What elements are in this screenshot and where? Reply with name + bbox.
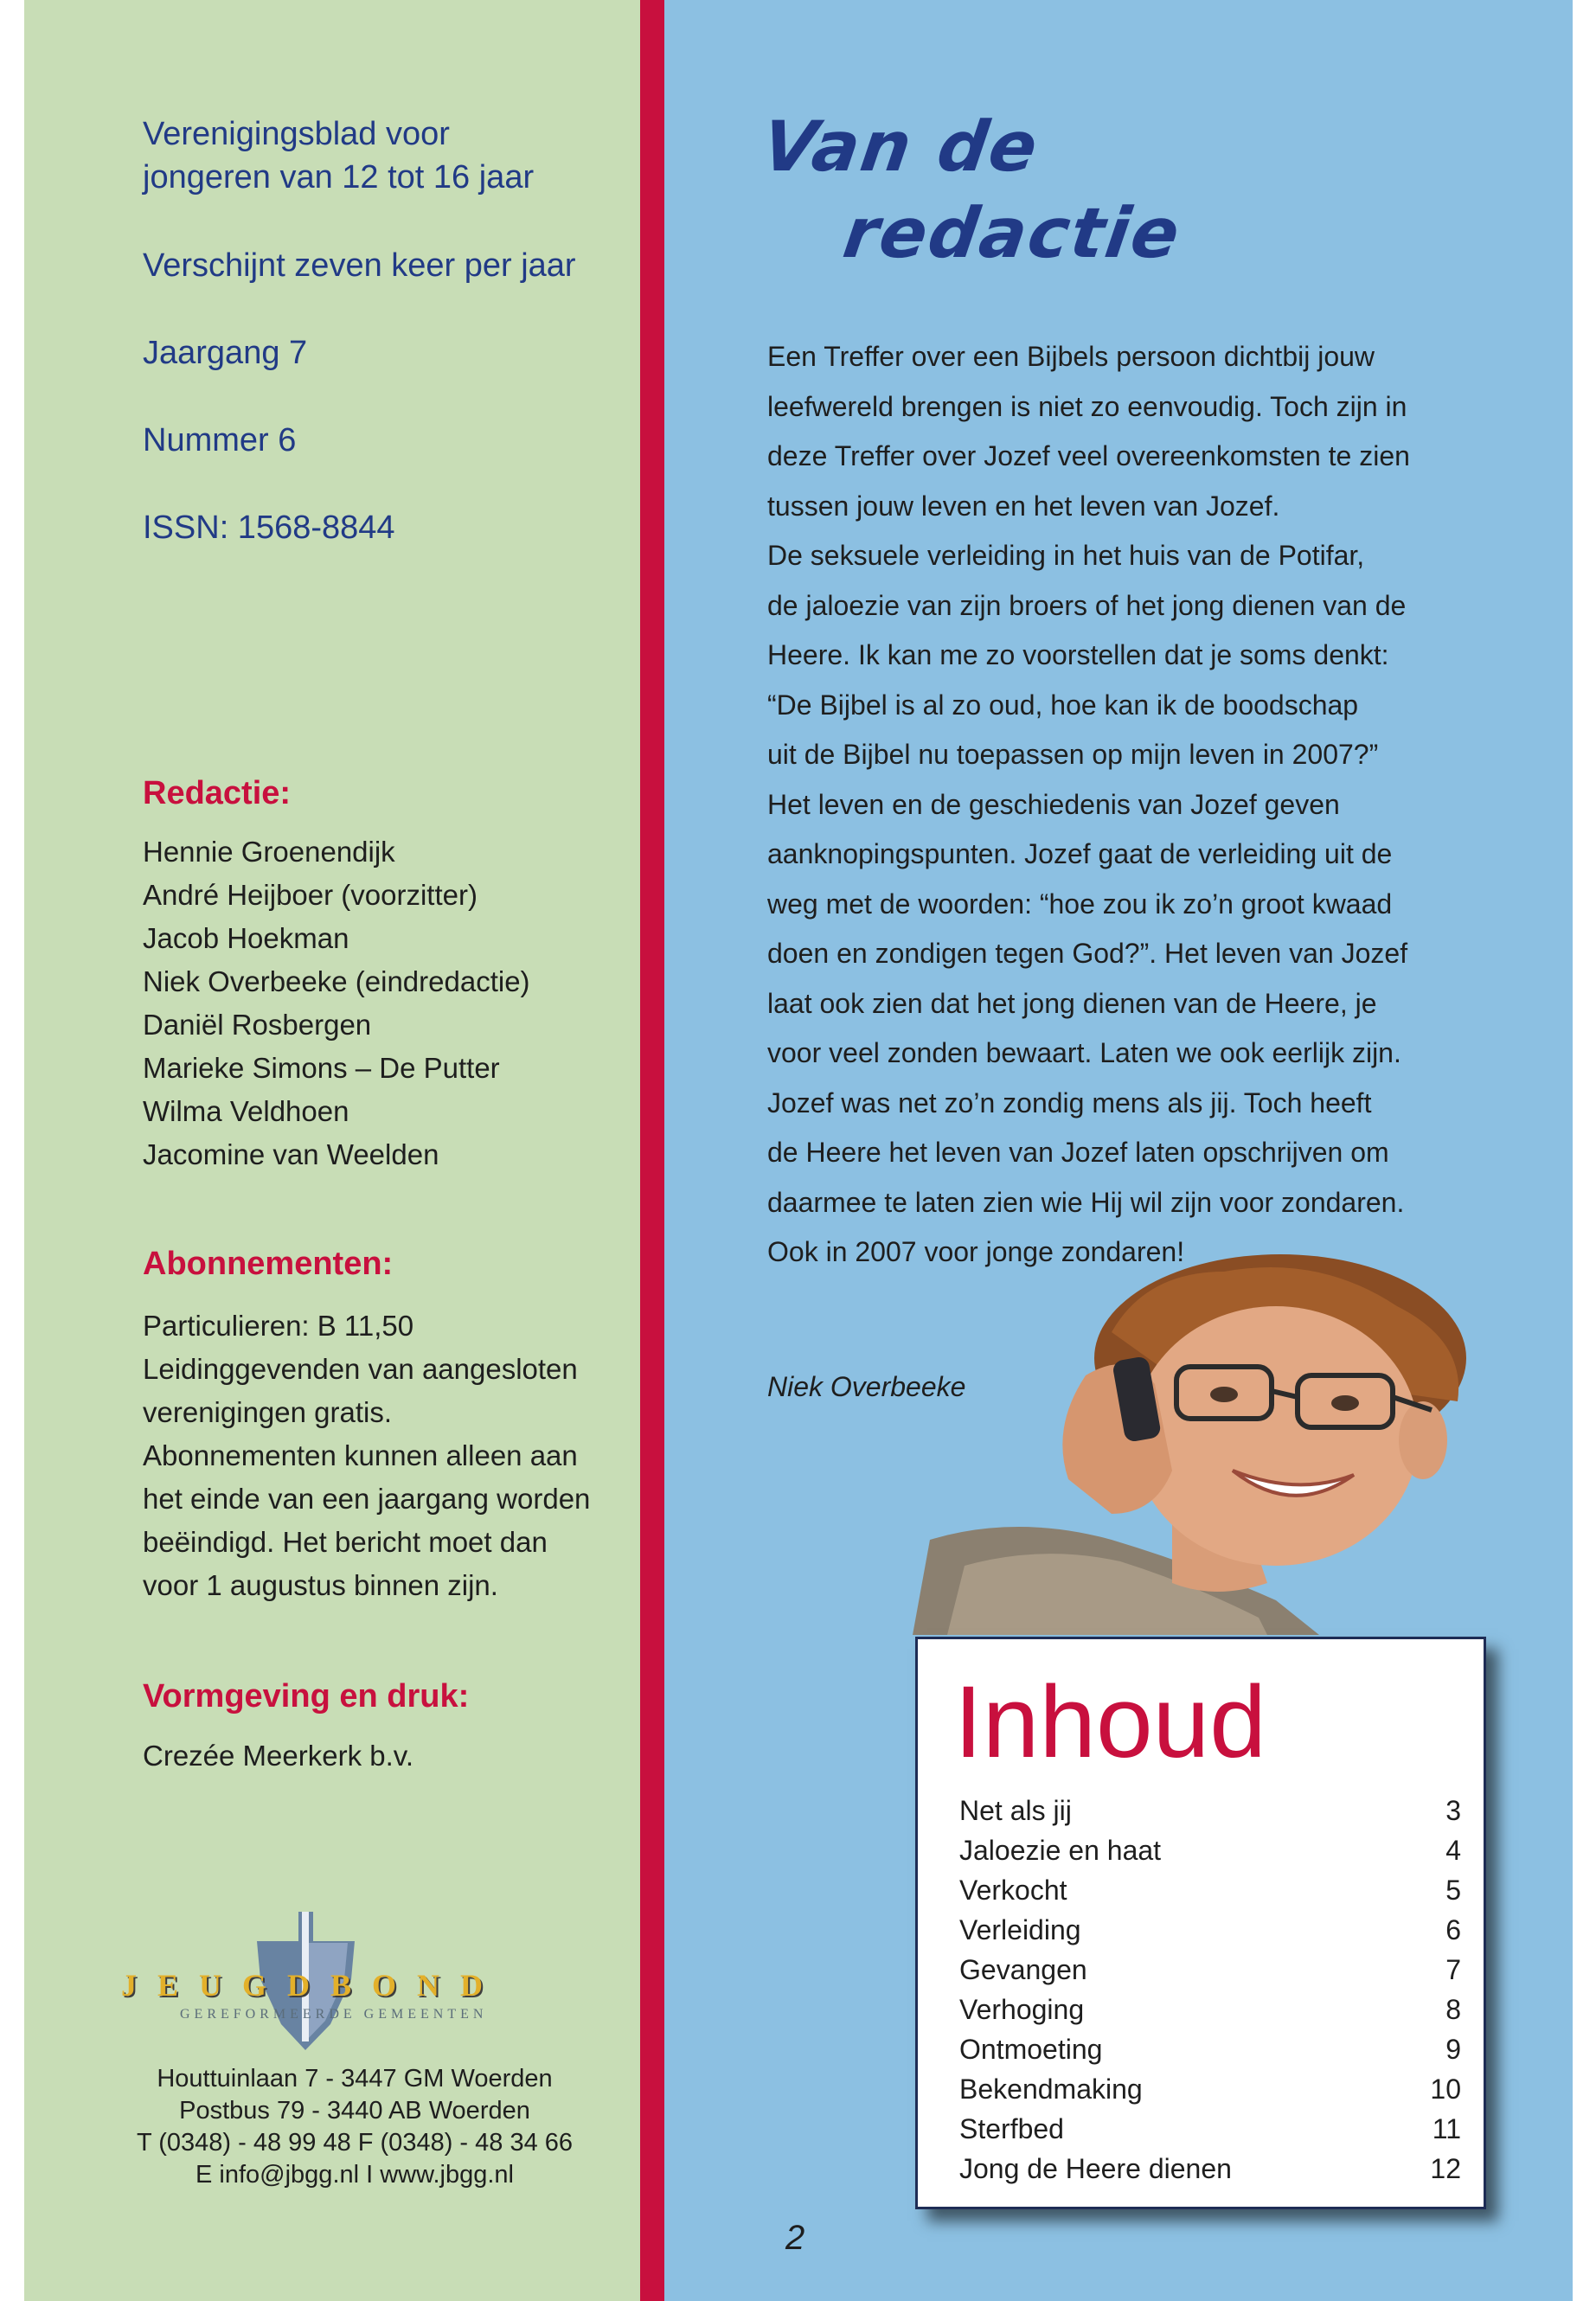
page-number: 2: [785, 2219, 805, 2257]
toc-item-label: Gevangen: [959, 1954, 1087, 1985]
toc-item[interactable]: [959, 1791, 1461, 1830]
colophon-description: [143, 112, 534, 199]
editorial-line: aanknopingspunten. Jozef gaat de verleiding uit de: [767, 838, 1393, 869]
toc-item[interactable]: [959, 2069, 1461, 2109]
toc-item[interactable]: [959, 1870, 1461, 1910]
toc-item-label: Verleiding: [959, 1914, 1081, 1945]
toc-item-page: 5: [1445, 1875, 1461, 1906]
editorial-line: voor veel zonden bewaart. Laten we ook eerlijk zijn.: [767, 1037, 1401, 1068]
toc-item-label: Jong de Heere dienen: [959, 2153, 1232, 2184]
subscription-line: Leidinggevenden van aangesloten: [143, 1353, 578, 1385]
colophon-frequency: Verschijnt zeven keer per jaar: [143, 247, 576, 284]
toc-item-page: 3: [1445, 1795, 1461, 1826]
toc-item-page: 4: [1445, 1835, 1461, 1866]
red-divider: [640, 0, 664, 2301]
toc-item[interactable]: [959, 2149, 1461, 2189]
address-postbox: Postbus 79 - 3440 AB Woerden: [179, 2097, 530, 2125]
toc-item[interactable]: [959, 2029, 1461, 2069]
colophon-issn: ISSN: 1568-8844: [143, 510, 395, 546]
editor-name: Hennie Groenendijk: [143, 836, 395, 868]
editorial-line: doen en zondigen tegen God?”. Het leven van Jozef: [767, 938, 1408, 969]
editor-name: Marieke Simons – De Putter: [143, 1052, 500, 1084]
subscription-line: beëindigd. Het bericht moet dan: [143, 1526, 548, 1558]
editor-name: Wilma Veldhoen: [143, 1095, 349, 1127]
toc-item[interactable]: [959, 1830, 1461, 1870]
editorial-line: de jaloezie van zijn broers of het jong dienen van de: [767, 589, 1407, 621]
editorial-line: Het leven en de geschiedenis van Jozef geven: [767, 788, 1340, 820]
toc-item[interactable]: [959, 1950, 1461, 1990]
colophon-issue: Nummer 6: [143, 422, 297, 458]
toc-item-label: Ontmoeting: [959, 2034, 1103, 2065]
subscription-line: Abonnementen kunnen alleen aan: [143, 1439, 578, 1471]
editorial-line: tussen jouw leven en het leven van Jozef.: [767, 490, 1280, 522]
toc-item-page: 12: [1430, 2153, 1461, 2184]
printer-name: Crezée Meerkerk b.v.: [143, 1740, 413, 1772]
toc-item-label: Net als jij: [959, 1795, 1072, 1826]
editorial-line: Jozef was net zo’n zondig mens als jij. Toch heeft: [767, 1086, 1372, 1118]
editorial-line: daarmee te laten zien wie Hij wil zijn voor zondaren.: [767, 1186, 1405, 1218]
toc-list: [959, 1791, 1461, 2189]
toc-item-page: 9: [1445, 2034, 1461, 2065]
toc-item-label: Verhoging: [959, 1994, 1085, 2025]
toc-title: Inhoud: [954, 1665, 1266, 1779]
editorial-line: leefwereld brengen is niet zo eenvoudig. Toch zijn in: [767, 390, 1407, 422]
editorial-title-line-1: Van de: [757, 106, 1044, 187]
editorial-line: laat ook zien dat het jong dienen van de Heere, je: [767, 987, 1377, 1019]
logo-subtitle: GEREFORMEERDE GEMEENTEN: [180, 2007, 488, 2022]
address-block: [112, 2063, 597, 2191]
editorial-line: uit de Bijbel nu toepassen op mijn leven in 2007?”: [767, 739, 1379, 770]
editor-name: André Heijboer (voorzitter): [143, 879, 478, 911]
toc-item-label: Verkocht: [959, 1875, 1067, 1906]
toc-item-page: 11: [1432, 2113, 1461, 2144]
colophon-volume: Jaargang 7: [143, 335, 308, 371]
toc-item-page: 6: [1445, 1914, 1461, 1945]
subscription-line: verenigingen gratis.: [143, 1396, 393, 1428]
editors-heading: Redactie:: [143, 775, 292, 811]
logo-wordmark: JEUGDBOND: [121, 1968, 504, 2003]
subscriptions-heading: Abonnementen:: [143, 1246, 394, 1282]
editorial-body: [767, 332, 1425, 1278]
subscriptions-text: [143, 1304, 590, 1607]
subscription-line: voor 1 augustus binnen zijn.: [143, 1569, 498, 1601]
editorial-line: Een Treffer over een Bijbels persoon dichtbij jouw: [767, 341, 1375, 372]
design-heading: Vormgeving en druk:: [143, 1678, 470, 1715]
editorial-title: [745, 104, 1198, 277]
editor-name: Niek Overbeeke (eindredactie): [143, 965, 530, 997]
editorial-title-line-2: redactie: [838, 193, 1186, 273]
table-of-contents: [915, 1637, 1486, 2209]
jeugdbond-logo: [121, 1912, 571, 2050]
editor-name: Jacob Hoekman: [143, 922, 349, 954]
editors-list: [143, 830, 530, 1176]
editorial-line: deze Treffer over Jozef veel overeenkomsten te zien: [767, 440, 1410, 471]
toc-item[interactable]: [959, 1990, 1461, 2029]
editorial-line: Heere. Ik kan me zo voorstellen dat je soms denkt:: [767, 639, 1389, 670]
editorial-line: De seksuele verleiding in het huis van de Potifar,: [767, 540, 1365, 571]
address-web: E info@jbgg.nl I www.jbgg.nl: [195, 2161, 514, 2189]
editorial-line: Ook in 2007 voor jonge zondaren!: [767, 1236, 1185, 1267]
address-phone: T (0348) - 48 99 48 F (0348) - 48 34 66: [136, 2129, 574, 2157]
editorial-signature: Niek Overbeeke: [767, 1371, 966, 1402]
editor-name: Daniël Rosbergen: [143, 1009, 372, 1041]
editor-name: Jacomine van Weelden: [143, 1138, 439, 1170]
editorial-line: de Heere het leven van Jozef laten opschrijven om: [767, 1137, 1389, 1168]
subscription-line: Particulieren: B 11,50: [143, 1310, 414, 1342]
toc-item[interactable]: [959, 1910, 1461, 1950]
toc-item-page: 10: [1430, 2073, 1461, 2105]
toc-item-label: Bekendmaking: [959, 2073, 1143, 2105]
toc-item-label: Sterfbed: [959, 2113, 1064, 2144]
toc-item-page: 8: [1445, 1994, 1461, 2025]
toc-item-label: Jaloezie en haat: [959, 1835, 1162, 1866]
toc-item-page: 7: [1445, 1954, 1461, 1985]
toc-item[interactable]: [959, 2109, 1461, 2149]
colophon-line-1: Verenigingsblad voor: [143, 116, 450, 152]
colophon-line-2: jongeren van 12 tot 16 jaar: [143, 159, 535, 195]
subscription-line: het einde van een jaargang worden: [143, 1483, 591, 1515]
address-street: Houttuinlaan 7 - 3447 GM Woerden: [157, 2065, 553, 2093]
editor-photo: [913, 1254, 1509, 1635]
editorial-line: weg met de woorden: “hoe zou ik zo’n groot kwaad: [767, 888, 1393, 920]
editorial-line: “De Bijbel is al zo oud, hoe kan ik de boodschap: [767, 689, 1359, 721]
